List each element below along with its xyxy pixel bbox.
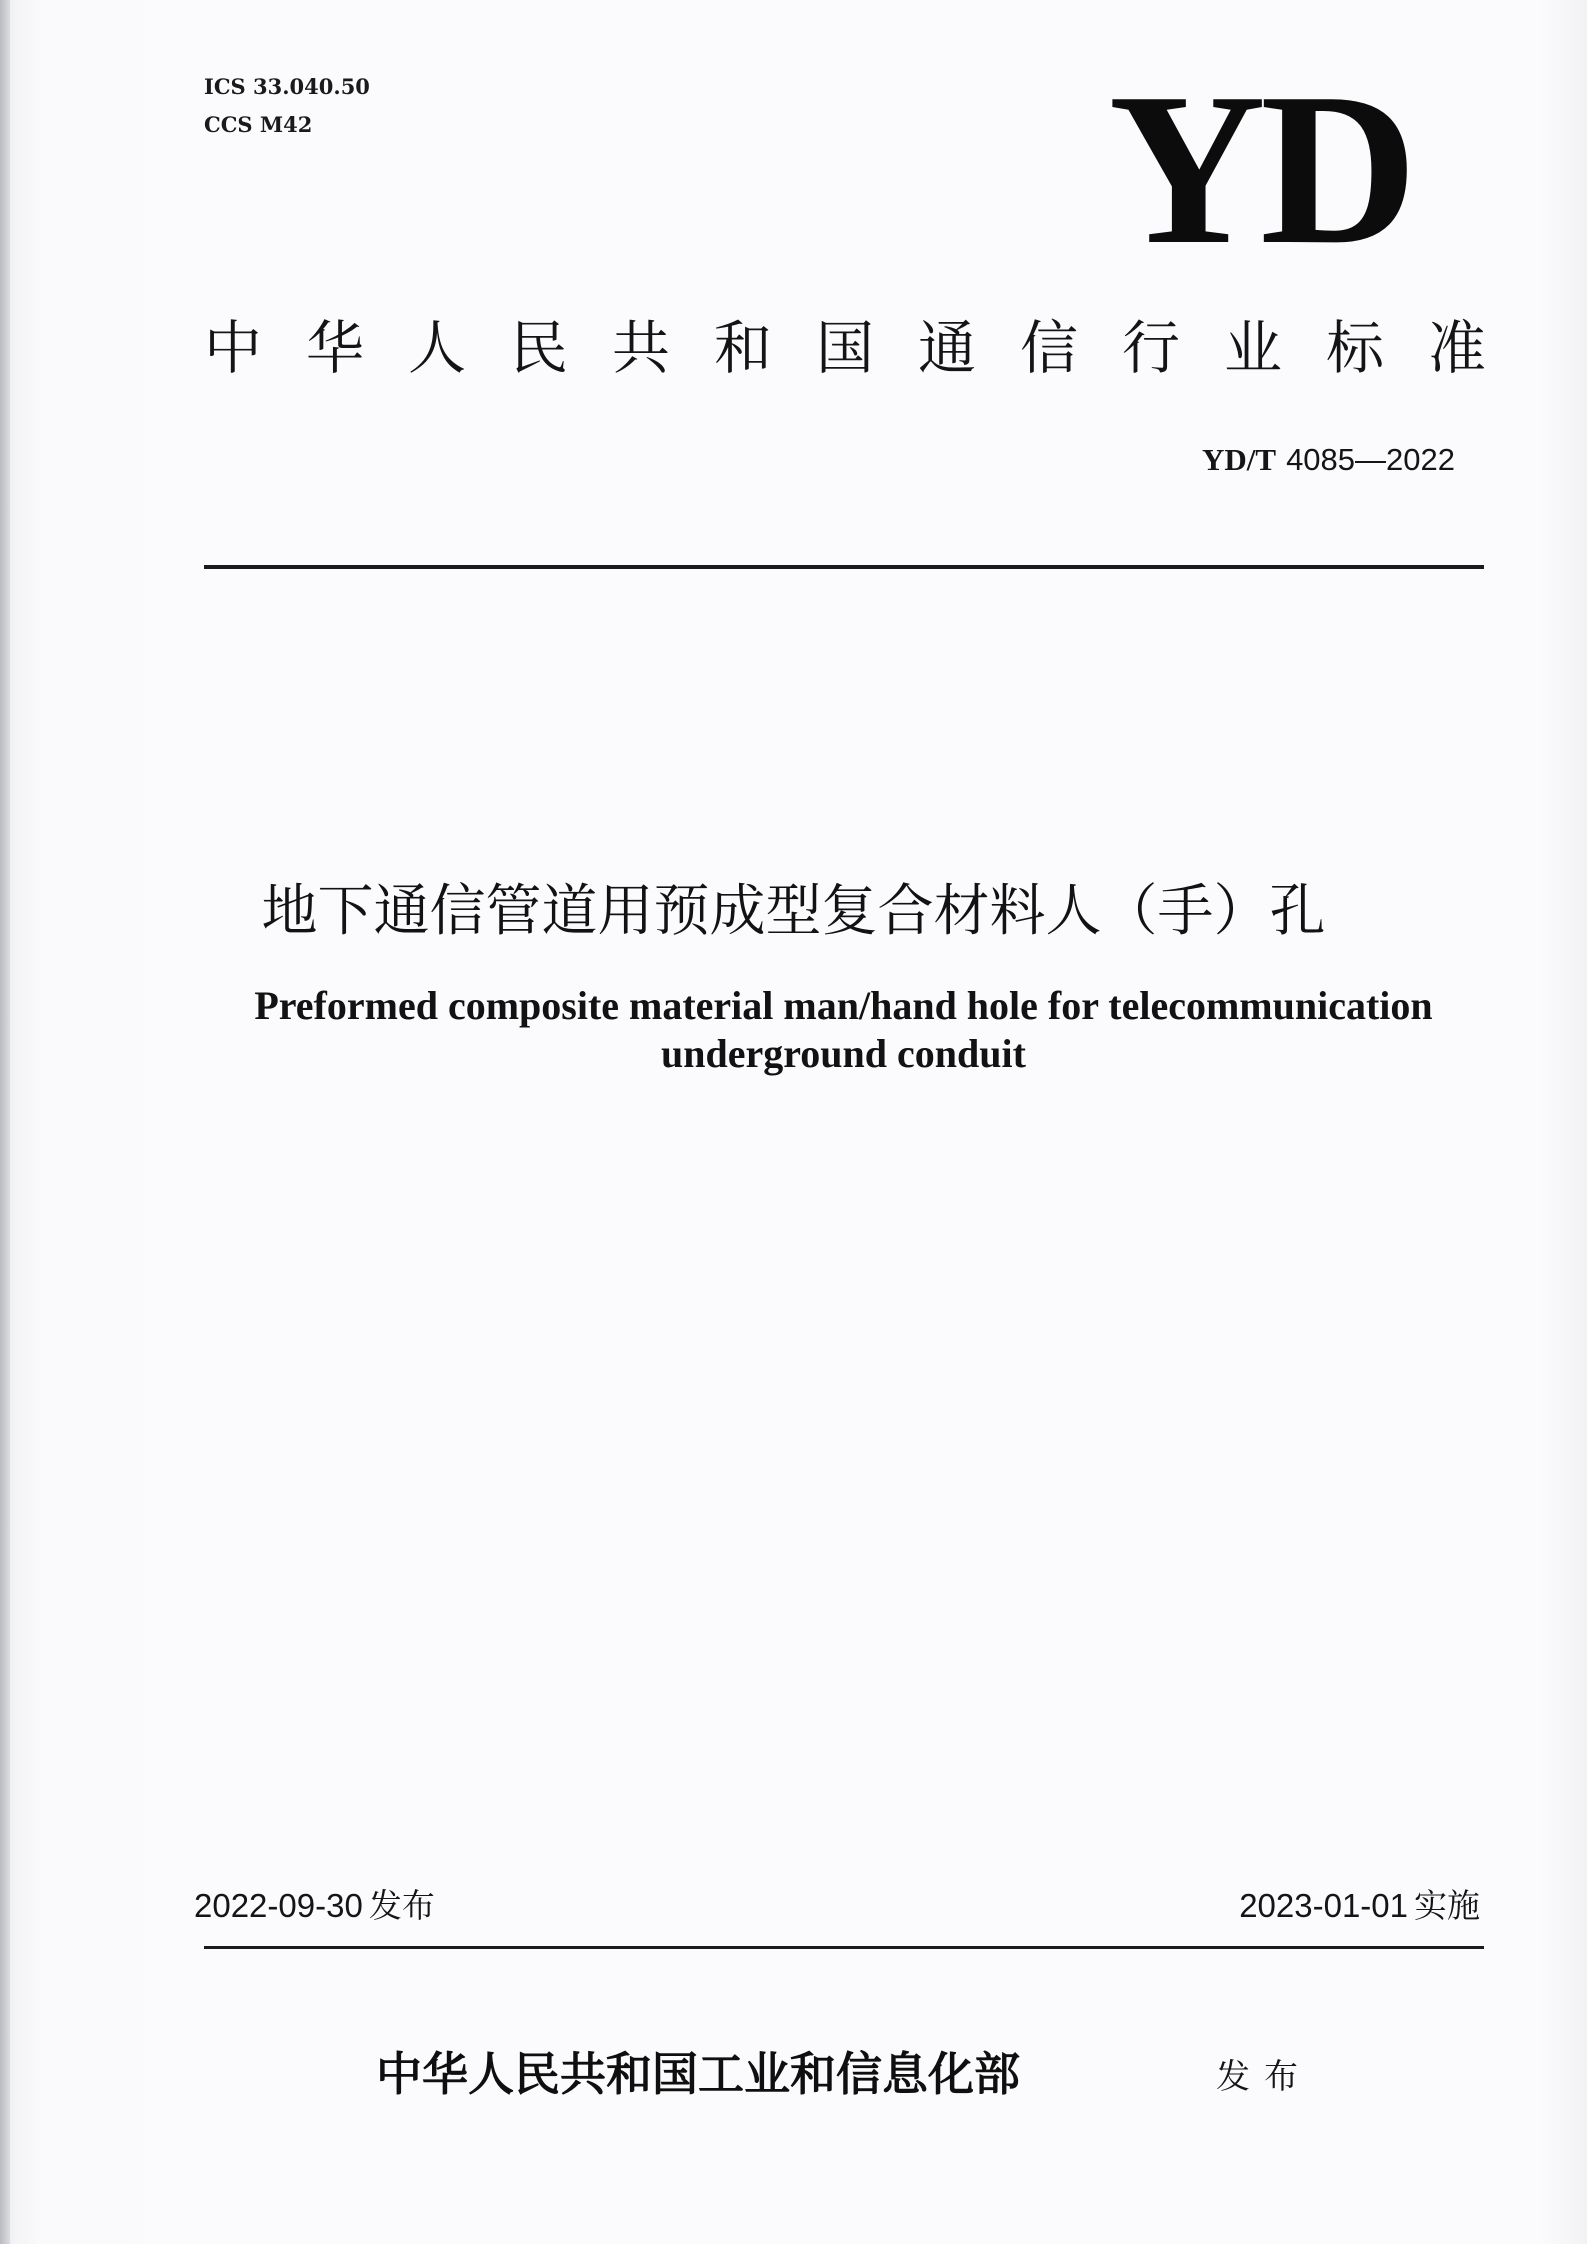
implementation-date-value: 2023-01-01 [1239, 1887, 1408, 1924]
top-divider [204, 565, 1484, 569]
standard-number [1202, 440, 1455, 480]
english-title-line-2: underground conduit [661, 1031, 1026, 1076]
standard-code: 4085—2022 [1286, 442, 1455, 477]
issue-date-value: 2022-09-30 [194, 1887, 363, 1924]
publisher-name: 中华人民共和国工业和信息化部 [376, 2047, 1020, 2101]
document-title-chinese: 地下通信管道用预成型复合材料人（手）孔 [261, 879, 1326, 944]
standard-prefix: YD/T [1201, 442, 1277, 477]
issue-date [194, 1885, 435, 1927]
english-title-line-1: Preformed composite material man/hand hole for telecommunication [254, 983, 1433, 1028]
bottom-divider [204, 1946, 1484, 1949]
yd-logo: YD [1108, 49, 1412, 290]
ccs-code: CCS M42 [204, 112, 313, 137]
page-binding-edge [0, 0, 10, 2244]
implementation-date [1239, 1885, 1480, 1927]
implementation-date-label: 实施 [1414, 1886, 1480, 1925]
classification-codes [204, 68, 370, 144]
document-title-english [150, 982, 1537, 1078]
ics-code: ICS 33.040.50 [204, 74, 370, 99]
industry-standard-title: 中华人民共和国通信行业标准 [204, 314, 1531, 382]
publish-label: 发布 [1216, 2057, 1312, 2097]
issue-date-label: 发布 [368, 1886, 435, 1925]
